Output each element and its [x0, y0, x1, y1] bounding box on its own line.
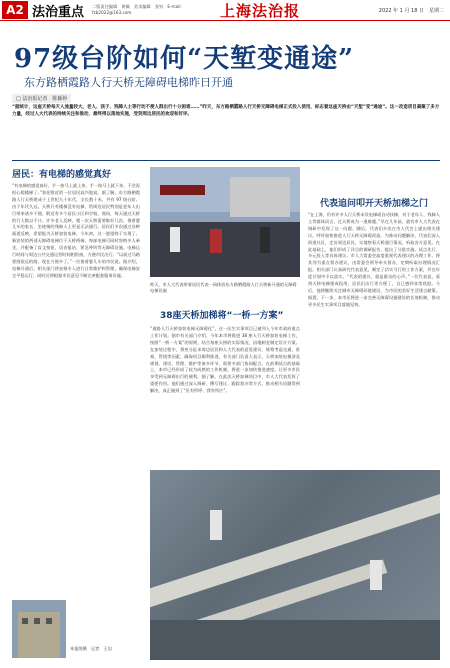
right-column-text: “在上海，仍有许多人行天桥未设电梯或自动扶梯，对于老年人、残障人士等群体而言，过天桥成为一道难题。”早在几年前，就有市人大代表在调研中发现了这一问题。随后，代表们多次在市人代会上提出相关建议，呼吁加快推进人行天桥无障碍改造。为推动问题解决，代表们深入街道社区，走访周边居民，实地察看天桥通行情况，听取各方意见。在此基础上，他们形成了详尽的调研报告，提出了分批实施、试点先行、多元投入等具体建议。市人大常委会高度重视代表建议的办理工作，将其列为重点督办建议，由常委会领导牵头督办，定期听取办理情况汇报。相关部门认真研究代表意见，制定了切实可行的工作方案，并在年度计划中予以落实。“代表的建议，就是群众的心声。”一位代表说，看到天桥电梯建成投用，居民们出行更方便了，自己感到非常欣慰。今后，他将继续关注城市无障碍环境建设，为市民的美好生活建言献策。据悉，下一步，本市还将进一步完善无障碍设施建设的长效机制，推动更多民生实事项目落地见效。: [308, 212, 440, 307]
page-number: A2: [2, 1, 28, 19]
middle-column-text: “道路人行天桥加装电梯无障碍化”，这一民生实事项目已被列入今年市政府重点工作计划。据市有关部门介绍，今年本市将推进 38 座人行天桥加装电梯工作，按照“一桥一方案”的原则，结合每座天桥的实际情况，因地制宜制定设计方案。在加装过程中，将充分征求周边居民和人大代表的意见建议，统筹考虑交通、景观、管线等因素，确保项目顺利推进。有关部门负责人表示，天桥加装电梯涉及规划、建设、管理、维护等诸多环节，需要多部门协同配合。在前期试点的基础上，本市已经形成了较为成熟的工作机制，将进一步加快推进速度，让更多市民享受到无障碍出行的便利。据了解，在此次天桥加梯项目中，市人大代表发挥了重要作用。他们通过深入调研、撰写建议、跟踪督办等方式，推动相关问题得到解决，真正做到了“民有所呼、我有所应”。: [150, 326, 300, 394]
editor-info: 二版责任编辑 黄佩 美术编辑 张钊 E-mail：fzb2022@163.com: [92, 4, 185, 15]
lede-paragraph: “据统计，这座天桥每天人流量较大，老人、孩子、残障人士等行动不便人群出行十分困难……”昨天，东方路栖霞路人行天桥无障碍电梯正式投入使用，标志着这座天桥由“天堑”变“通途”。这一改造项目凝聚了多方力量，经过人大代表的持续关注和推动，最终得以落地实施，受到周边居民的欢迎和好评。: [12, 105, 440, 117]
left-column-heading: 居民：有电梯的感觉真好: [12, 170, 112, 180]
section-divider: [12, 160, 440, 161]
issue-date: 2022 年 1 月 18 日 星期二: [378, 7, 444, 14]
photo-caption-event: 昨天，市人大代表带着居民代表一同体验东方路栖霞路人行天桥新开通的无障碍电梯设施: [150, 282, 297, 293]
section-title: 法治重点: [32, 4, 85, 20]
sub-headline: 东方路栖霞路人行天桥无障碍电梯昨日开通: [24, 76, 233, 89]
bottom-photo-caption: 本报图摄 记者 王岩: [70, 646, 112, 651]
byline: □ 法治报记者 陈颖婷: [12, 94, 71, 103]
middle-column-heading: 38座天桥加梯将“一桥一方案”: [160, 311, 284, 321]
top-bar: [0, 0, 450, 21]
main-headline: 97级台阶如何“天堑变通途”: [14, 44, 355, 74]
bottom-left-photo: [12, 600, 66, 658]
left-column-text: “有电梯的感觉真好，手一按马上就上来，手一按马上就下来，不会再担心爬楼梯了。”家住附近的一位居民高兴地说。据了解，东方路栖霞路人行天桥建成于上世纪九十年代，全长数十米，共有 97 级台阶。由于年代久远，天桥只有楼梯没有电梯，给周边居民特别是老年人出行带来诸多不便。附近有多个居民小区和学校、商场，每天通过天桥的行人数以千计。许多老人反映，爬一次天桥需要歇好几次，推着婴儿车的家长、坐轮椅的残障人士更是无法通行。居民们多次通过各种渠道反映，希望能为天桥加装电梯。今年初，这一愿望终于实现了。新安装的两部无障碍电梯位于天桥两端，每部电梯可同时容纳多人乘坐，并配备了盲文按钮、语音报站、紧急呼叫等无障碍设施。电梯运行时间与周边公共交通运营时间相衔接，方便市民出行。“以前过马路要绕很远的路，现在方便多了。”一位推着婴儿车的市民说。据介绍，电梯开通后，相关部门将安排专人进行日常维护和管理，确保电梯安全平稳运行，同时还将根据市民意见不断完善配套服务设施。: [12, 183, 140, 278]
news-photo-pedestrian-bridge: [150, 470, 440, 660]
newspaper-masthead: 上海法治报: [220, 1, 301, 20]
news-photo-event: [150, 167, 300, 277]
right-column-heading: 代表追问叩开天桥加梯之门: [320, 199, 429, 209]
